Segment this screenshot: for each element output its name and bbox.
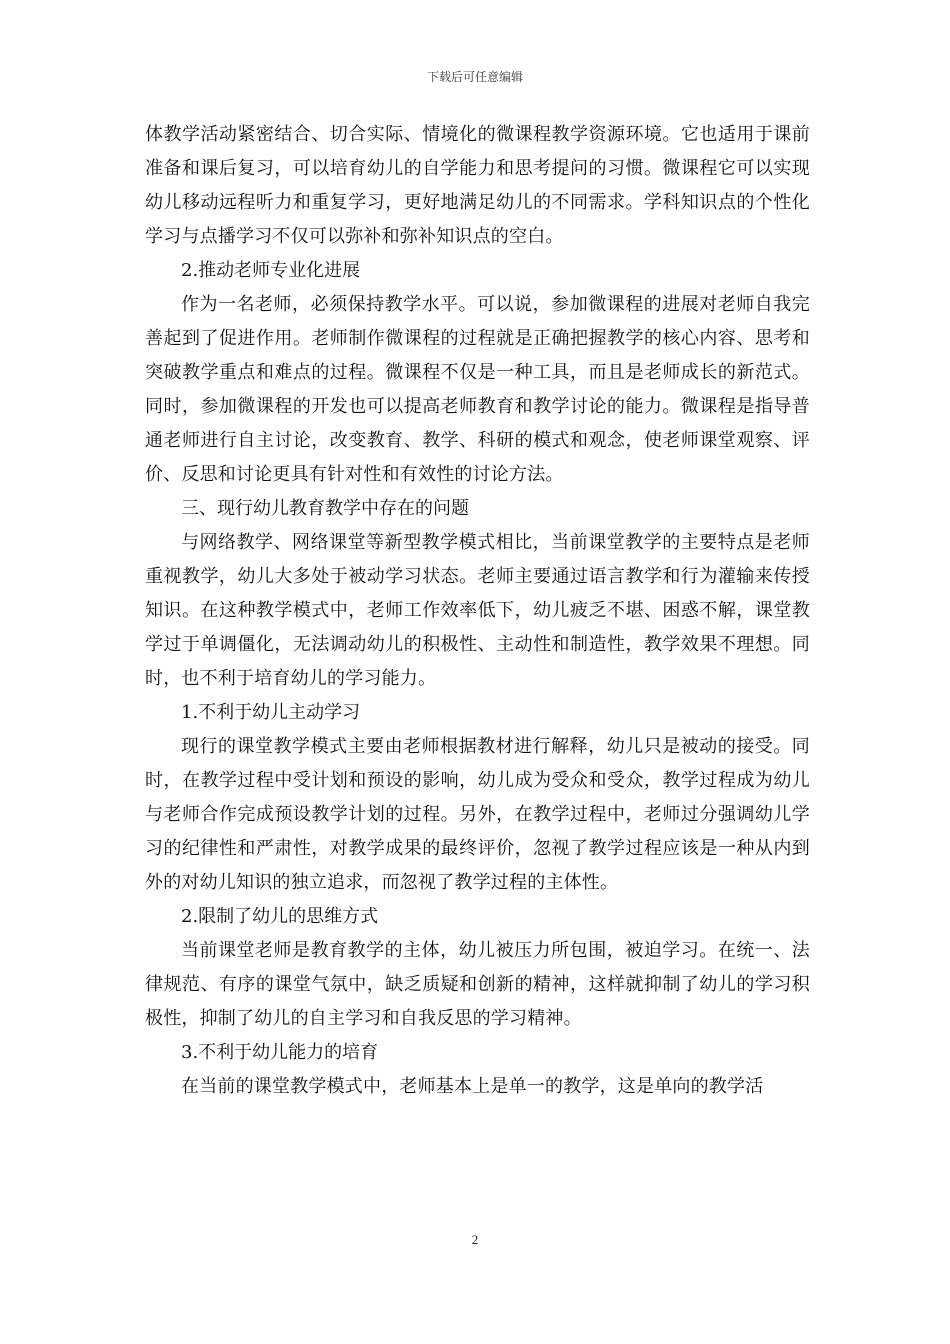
document-body: [145, 118, 810, 1104]
section-heading-thinking: 2.限制了幼儿的思维方式: [181, 906, 379, 927]
paragraph-thinking: 当前课堂老师是教育教学的主体，幼儿被压力所包围，被迫学习。在统一、法律规范、有序的课堂气氛中，缺乏质疑和创新的精神，这样就抑制了幼儿的学习积极性，抑制了幼儿的自主学习和自我反思的学习精神。: [145, 940, 810, 1029]
paragraph-ability: 在当前的课堂教学模式中，老师基本上是单一的教学，这是单向的教学活: [181, 1076, 764, 1097]
section-heading-problems: 三、现行幼儿教育教学中存在的问题: [181, 498, 469, 519]
paragraph-active-learning: 现行的课堂教学模式主要由老师根据教材进行解释，幼儿只是被动的接受。同时，在教学过程中受计划和预设的影响，幼儿成为受众和受众，教学过程成为幼儿与老师合作完成预设教学计划的过程。另外，在教学过程中，老师过分强调幼儿学习的纪律性和严肃性，对教学成果的最终评价，忽视了教学过程应该是一种从内到外的对幼儿知识的独立追求，而忽视了教学过程的主体性。: [145, 736, 810, 893]
paragraph-problems: 与网络教学、网络课堂等新型教学模式相比，当前课堂教学的主要特点是老师重视教学，幼儿大多处于被动学习状态。老师主要通过语言教学和行为灌输来传授知识。在这种教学模式中，老师工作效率低下，幼儿疲乏不堪、困惑不解，课堂教学过于单调僵化，无法调动幼儿的积极性、主动性和制造性，教学效果不理想。同时，也不利于培育幼儿的学习能力。: [145, 532, 810, 689]
page-number: 2: [471, 1232, 479, 1247]
section-heading-ability: 3.不利于幼儿能力的培育: [181, 1042, 379, 1063]
paragraph-continued: 体教学活动紧密结合、切合实际、情境化的微课程教学资源环境。它也适用于课前准备和课后复习，可以培育幼儿的自学能力和思考提问的习惯。微课程它可以实现幼儿移动远程听力和重复学习，更好地满足幼儿的不同需求。学科知识点的个性化学习与点播学习不仅可以弥补和弥补知识点的空白。: [145, 124, 810, 247]
section-heading-teacher-development: 2.推动老师专业化进展: [181, 260, 361, 281]
section-heading-active-learning: 1.不利于幼儿主动学习: [181, 702, 361, 723]
paragraph-teacher-development: 作为一名老师，必须保持教学水平。可以说，参加微课程的进展对老师自我完善起到了促进作用。老师制作微课程的过程就是正确把握教学的核心内容、思考和突破教学重点和难点的过程。微课程不仅是一种工具，而且是老师成长的新范式。同时，参加微课程的开发也可以提高老师教育和教学讨论的能力。微课程是指导普通老师进行自主讨论，改变教育、教学、科研的模式和观念，使老师课堂观察、评价、反思和讨论更具有针对性和有效性的讨论方法。: [145, 294, 810, 485]
page-header: 下载后可任意编辑: [426, 70, 523, 84]
